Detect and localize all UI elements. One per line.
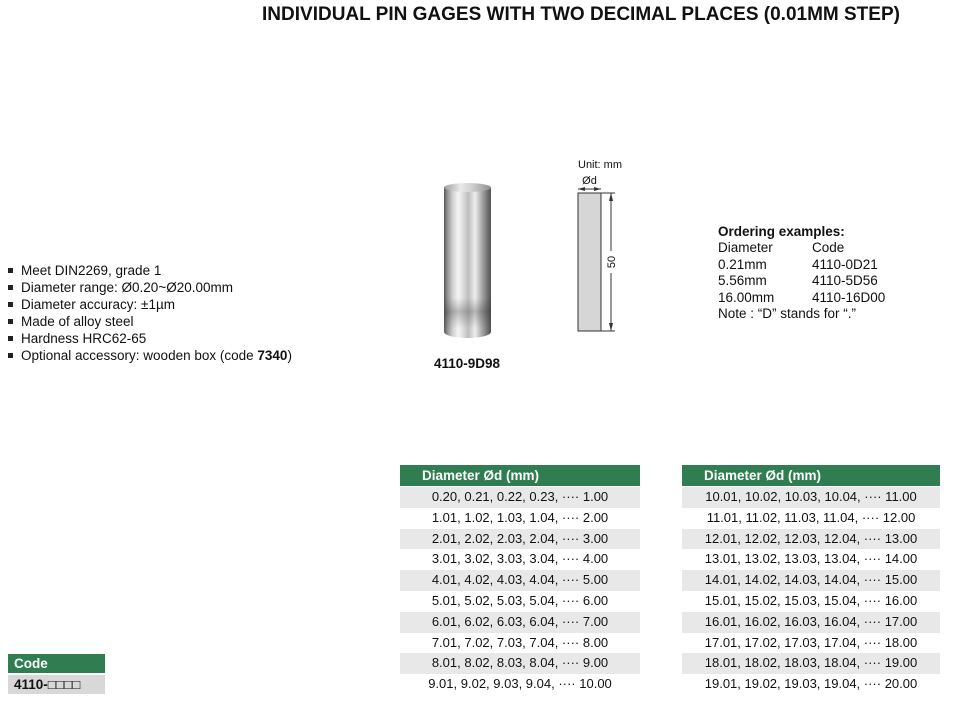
dim-arrow-up-icon — [609, 193, 613, 201]
dim-arrow-right-icon — [594, 187, 601, 191]
ordering-code: 4110-0D21 — [812, 256, 878, 272]
code-block — [8, 654, 105, 694]
ordering-code: 4110-5D56 — [812, 273, 878, 288]
ordering-row — [718, 290, 933, 307]
pin-gage-photo — [444, 187, 491, 338]
table-row: 18.01, 18.02, 18.03, 18.04, ···· 19.00 — [682, 653, 940, 674]
feature-item — [8, 330, 292, 347]
ordering-diameter: 16.00mm — [718, 289, 775, 305]
accessory-code: 7340 — [257, 348, 288, 363]
table-row: 15.01, 15.02, 15.03, 15.04, ···· 16.00 — [682, 591, 940, 612]
page-title: INDIVIDUAL PIN GAGES WITH TWO DECIMAL PLACES (0.01MM STEP) — [262, 4, 900, 25]
unit-label: Unit: mm — [578, 159, 622, 171]
table-row: 16.01, 16.02, 16.03, 16.04, ···· 17.00 — [682, 612, 940, 633]
diameter-table-right — [682, 465, 940, 695]
table-row: 7.01, 7.02, 7.03, 7.04, ···· 8.00 — [400, 633, 640, 654]
bullet-square-icon — [8, 353, 13, 358]
table-header: Diameter Ød (mm) — [682, 465, 940, 486]
pin-side-view — [578, 193, 601, 331]
bullet-square-icon — [8, 285, 13, 290]
ordering-header-row — [718, 240, 933, 257]
feature-item-accessory — [8, 347, 292, 364]
ordering-note: Note : “D” stands for “.” — [718, 306, 857, 321]
dim-arrow-down-icon — [609, 323, 613, 331]
ordering-title: Ordering examples: — [718, 224, 845, 239]
table-row: 6.01, 6.02, 6.03, 6.04, ···· 7.00 — [400, 612, 640, 633]
bullet-square-icon — [8, 336, 13, 341]
ordering-diameter: 5.56mm — [718, 273, 767, 288]
bullet-square-icon — [8, 268, 13, 273]
table-row: 11.01, 11.02, 11.03, 11.04, ···· 12.00 — [682, 508, 940, 529]
feature-text: Meet DIN2269, grade 1 — [21, 263, 162, 278]
pin-top-cap — [444, 183, 491, 192]
feature-text: Diameter accuracy: ±1µm — [21, 297, 175, 312]
ordering-col-code: Code — [812, 240, 845, 255]
table-row: 4.01, 4.02, 4.03, 4.04, ···· 5.00 — [400, 570, 640, 591]
bullet-square-icon — [8, 319, 13, 324]
ordering-row — [718, 273, 933, 290]
feature-item — [8, 262, 292, 279]
dim-arrow-left-icon — [578, 187, 585, 191]
table-row: 3.01, 3.02, 3.03, 3.04, ···· 4.00 — [400, 549, 640, 570]
ordering-row — [718, 257, 933, 274]
feature-text: Optional accessory: wooden box (code — [21, 348, 258, 363]
table-row: 0.20, 0.21, 0.22, 0.23, ···· 1.00 — [400, 487, 640, 508]
table-row: 5.01, 5.02, 5.03, 5.04, ···· 6.00 — [400, 591, 640, 612]
ordering-examples — [718, 223, 933, 323]
features-list — [8, 262, 292, 364]
model-number-label: 4110-9D98 — [433, 356, 501, 371]
table-row: 1.01, 1.02, 1.03, 1.04, ···· 2.00 — [400, 508, 640, 529]
length-dim-label: 50 — [606, 255, 618, 269]
table-header: Diameter Ød (mm) — [400, 465, 640, 486]
ordering-diameter: 0.21mm — [718, 256, 767, 272]
bullet-square-icon — [8, 302, 13, 307]
table-row: 17.01, 17.02, 17.03, 17.04, ···· 18.00 — [682, 633, 940, 654]
feature-item — [8, 313, 292, 330]
feature-text: Made of alloy steel — [21, 314, 134, 329]
feature-item — [8, 296, 292, 313]
table-row: 14.01, 14.02, 14.03, 14.04, ···· 15.00 — [682, 570, 940, 591]
ordering-code: 4110-16D00 — [812, 289, 886, 305]
feature-text: ) — [287, 348, 292, 363]
table-row: 19.01, 19.02, 19.03, 19.04, ···· 20.00 — [682, 674, 940, 695]
ordering-col-diameter: Diameter — [718, 240, 773, 255]
table-row: 8.01, 8.02, 8.03, 8.04, ···· 9.00 — [400, 653, 640, 674]
feature-text: Hardness HRC62-65 — [21, 331, 147, 346]
table-row: 2.01, 2.02, 2.03, 2.04, ···· 3.00 — [400, 529, 640, 550]
table-row: 10.01, 10.02, 10.03, 10.04, ···· 11.00 — [682, 487, 940, 508]
code-block-header: Code — [8, 654, 105, 673]
feature-text: Diameter range: Ø0.20~Ø20.00mm — [21, 280, 233, 295]
technical-drawing — [556, 155, 676, 345]
table-row: 12.01, 12.02, 12.03, 12.04, ···· 13.00 — [682, 529, 940, 550]
table-row: 9.01, 9.02, 9.03, 9.04, ···· 10.00 — [400, 674, 640, 695]
code-block-value: 4110-□□□□ — [8, 675, 105, 694]
feature-item — [8, 279, 292, 296]
diameter-dim-label: Ød — [582, 175, 597, 187]
table-row: 13.01, 13.02, 13.03, 13.04, ···· 14.00 — [682, 549, 940, 570]
diameter-table-left — [400, 465, 640, 695]
